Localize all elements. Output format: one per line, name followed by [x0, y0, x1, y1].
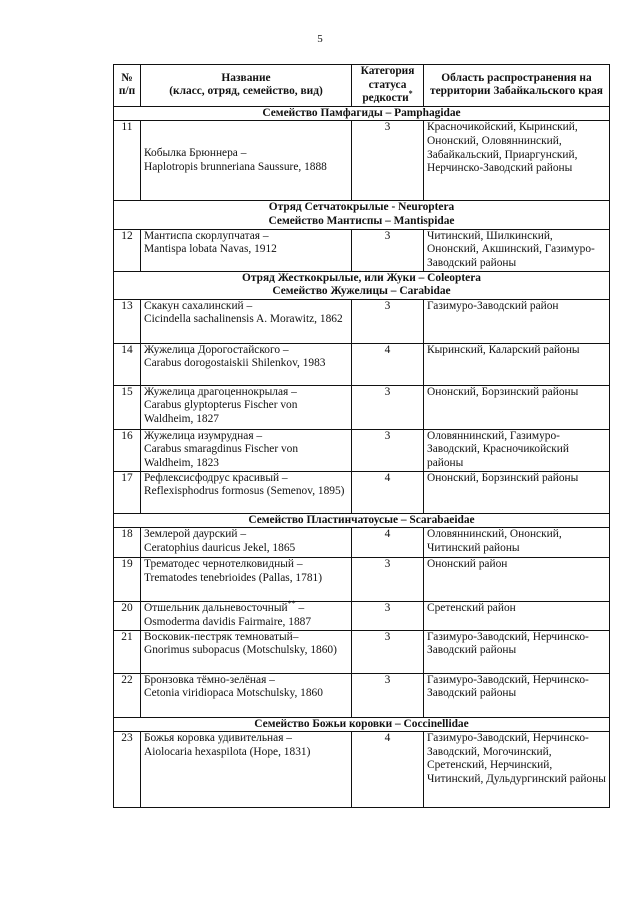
header-category-text: Категория статуса редкости: [360, 65, 415, 105]
distribution-area: Газимуро-Заводский, Нерчинско-Заводский, Могочинский, Сретенский, Нерчинский, Читинский, Дульдургинский районы: [424, 732, 610, 808]
species-name-ru-text: Кобылка Брюннера –: [144, 147, 247, 160]
distribution-area: Сретенский район: [424, 602, 610, 630]
header-name: [141, 65, 352, 107]
species-row: [114, 673, 610, 717]
header-area: Область распространения на территории Забайкальского края: [424, 65, 610, 107]
group-header-cell: [114, 106, 610, 121]
species-name-ru-text: Скакун сахалинский –: [144, 299, 253, 312]
species-name-latin: Trematodes tenebrioides (Pallas, 1781): [144, 571, 323, 584]
distribution-area: Газимуро-Заводский район: [424, 299, 610, 343]
rarity-category: 3: [352, 630, 424, 673]
footnote-mark: *: [408, 89, 413, 99]
species-name-ru-text: Восковик-пестряк темноватый–: [144, 630, 299, 643]
species-name-ru: [144, 631, 348, 645]
group-title: Семейство Мантиспы – Mantispidae: [268, 214, 455, 227]
group-title: Отряд Сетчатокрылые - Neuroptera: [268, 201, 455, 214]
species-name-latin: Cicindella sachalinensis A. Morawitz, 1862: [144, 313, 343, 326]
row-number: 14: [114, 343, 141, 385]
species-name-cell: [141, 630, 352, 673]
row-number: 19: [114, 558, 141, 602]
rarity-category: 4: [352, 343, 424, 385]
rarity-category: 3: [352, 385, 424, 429]
species-row: [114, 602, 610, 630]
distribution-area: Газимуро-Заводский, Нерчинско-Заводский районы: [424, 630, 610, 673]
species-name-ru: Отшельник дальневосточный** –: [144, 599, 305, 615]
table-body: [114, 106, 610, 807]
group-header-row: [114, 513, 610, 528]
species-name-ru: [144, 430, 348, 444]
species-name-latin: Carabus glyptopterus Fischer von Waldheim, 1827: [144, 399, 298, 425]
rarity-category: 3: [352, 558, 424, 602]
species-name-ru: [144, 528, 348, 542]
species-name-latin: Cetonia viridiopaca Motschulsky, 1860: [144, 687, 323, 700]
species-name-ru-text: Рефлексисфодрус красивый –: [144, 471, 288, 484]
header-number: № п/п: [114, 65, 141, 107]
distribution-area: Оловяннинский, Ононский, Читинский районы: [424, 528, 610, 558]
species-name-cell: [141, 229, 352, 271]
row-number: 16: [114, 429, 141, 471]
species-name-latin: Mantispa lobata Navas, 1912: [144, 243, 277, 256]
row-number: 20: [114, 602, 141, 630]
species-name-ru: [144, 147, 348, 161]
distribution-area: Оловяннинский, Газимуро-Заводский, Красночикойский районы: [424, 429, 610, 471]
species-row: [114, 385, 610, 429]
species-row: [114, 528, 610, 558]
species-name-ru-text: Мантиспа скорлупчатая –: [144, 229, 269, 242]
header-name-title: Название: [221, 71, 271, 84]
group-title: Семейство Пластинчатоусые – Scarabaeidae: [248, 513, 475, 526]
species-name-cell: [141, 121, 352, 201]
species-name-ru-text: Отшельник дальневосточный: [144, 602, 288, 615]
species-name-ru: [144, 230, 348, 244]
species-name-cell: [141, 299, 352, 343]
rarity-category: 3: [352, 121, 424, 201]
distribution-area: Газимуро-Заводский, Нерчинско-Заводский районы: [424, 673, 610, 717]
species-name-ru-text: Землерой даурский –: [144, 528, 247, 541]
species-name-latin: Carabus dorogostaiskii Shilenkov, 1983: [144, 357, 326, 370]
row-number: 23: [114, 732, 141, 808]
species-name-ru-text: Жужелица изумрудная –: [144, 429, 263, 442]
red-book-table: [113, 64, 610, 808]
table-header-row: [114, 65, 610, 107]
group-header-cell: [114, 717, 610, 732]
species-row: [114, 429, 610, 471]
species-name-cell: [141, 558, 352, 602]
rarity-category: 4: [352, 732, 424, 808]
group-header-cell: [114, 271, 610, 299]
species-name-ru: [144, 558, 348, 572]
group-header-cell: [114, 513, 610, 528]
species-row: [114, 343, 610, 385]
species-name-ru: [144, 344, 348, 358]
species-name-ru-text: Бронзовка тёмно-зелёная –: [144, 673, 275, 686]
species-row: [114, 630, 610, 673]
rarity-category: 4: [352, 471, 424, 513]
species-name-latin: Gnorimus subopacus (Motschulsky, 1860): [144, 644, 337, 657]
group-title: Отряд Жесткокрылые, или Жуки – Coleoptera: [242, 271, 481, 284]
distribution-area: Ононский, Борзинский районы: [424, 385, 610, 429]
species-name-latin: Carabus smaragdinus Fischer von Waldheim, 1823: [144, 443, 299, 469]
species-name-cell: [141, 429, 352, 471]
species-name-latin: Reflexisphodrus formosus (Semenov, 1895): [144, 485, 345, 498]
species-name-ru-text: Жужелица драгоценнокрылая –: [144, 385, 297, 398]
row-number: 12: [114, 229, 141, 271]
group-header-row: [114, 271, 610, 299]
species-name-ru: [144, 386, 348, 400]
group-header-cell: [114, 201, 610, 229]
species-name-ru: [144, 674, 348, 688]
distribution-area: Красночикойский, Кыринский, Ононский, Оловяннинский, Забайкальский, Приаргунский, Нерчинско-Заводский районы: [424, 121, 610, 201]
species-row: [114, 732, 610, 808]
row-number: 15: [114, 385, 141, 429]
species-name-latin: Haplotropis brunneriana Saussure, 1888: [144, 160, 327, 173]
distribution-area: Ононский район: [424, 558, 610, 602]
species-name-cell: [141, 385, 352, 429]
page-number: 5: [317, 33, 323, 45]
species-name-ru-text: Трематодес чернотелковидный –: [144, 558, 303, 571]
group-title: Семейство Памфагиды – Pamphagidae: [262, 106, 461, 119]
species-name-cell: [141, 673, 352, 717]
species-name-ru: [144, 472, 348, 486]
group-header-row: [114, 106, 610, 121]
species-name-cell: [141, 599, 352, 630]
rarity-category: 3: [352, 673, 424, 717]
group-header-row: [114, 201, 610, 229]
species-name-cell: [141, 528, 352, 558]
distribution-area: Кыринский, Каларский районы: [424, 343, 610, 385]
rarity-category: 4: [352, 528, 424, 558]
group-header-row: [114, 717, 610, 732]
header-category: [352, 65, 424, 107]
rarity-category: 3: [352, 299, 424, 343]
species-row: [114, 121, 610, 201]
species-name-ru-text: Жужелица Дорогостайского –: [144, 343, 289, 356]
species-name-ru: [144, 732, 348, 746]
species-name-ru-text: Божья коровка удивительная –: [144, 732, 292, 745]
species-name-cell: [141, 732, 352, 808]
species-name-ru: [144, 300, 348, 314]
rarity-category: 3: [352, 429, 424, 471]
row-number: 11: [114, 121, 141, 201]
row-number: 21: [114, 630, 141, 673]
species-row: [114, 299, 610, 343]
species-name-latin: Osmoderma davidis Fairmaire, 1887: [144, 615, 312, 628]
rarity-category: 3: [352, 602, 424, 630]
row-number: 13: [114, 299, 141, 343]
species-name-cell: [141, 343, 352, 385]
species-row: [114, 471, 610, 513]
species-row: [114, 558, 610, 602]
species-name-latin: Aiolocaria hexaspilota (Hope, 1831): [144, 745, 311, 758]
species-name-latin: Ceratophius dauricus Jekel, 1865: [144, 541, 296, 554]
distribution-area: Читинский, Шилкинский, Ононский, Акшинский, Газимуро-Заводский районы: [424, 229, 610, 271]
species-row: [114, 229, 610, 271]
row-number: 17: [114, 471, 141, 513]
row-number: 22: [114, 673, 141, 717]
group-title: Семейство Жужелицы – Carabidae: [272, 285, 451, 298]
distribution-area: Ононский, Борзинский районы: [424, 471, 610, 513]
footnote-mark: **: [287, 599, 296, 609]
group-title: Семейство Божьи коровки – Coccinellidae: [254, 717, 469, 730]
species-name-cell: [141, 471, 352, 513]
header-name-subtitle: (класс, отряд, семейство, вид): [169, 85, 323, 98]
rarity-category: 3: [352, 229, 424, 271]
row-number: 18: [114, 528, 141, 558]
